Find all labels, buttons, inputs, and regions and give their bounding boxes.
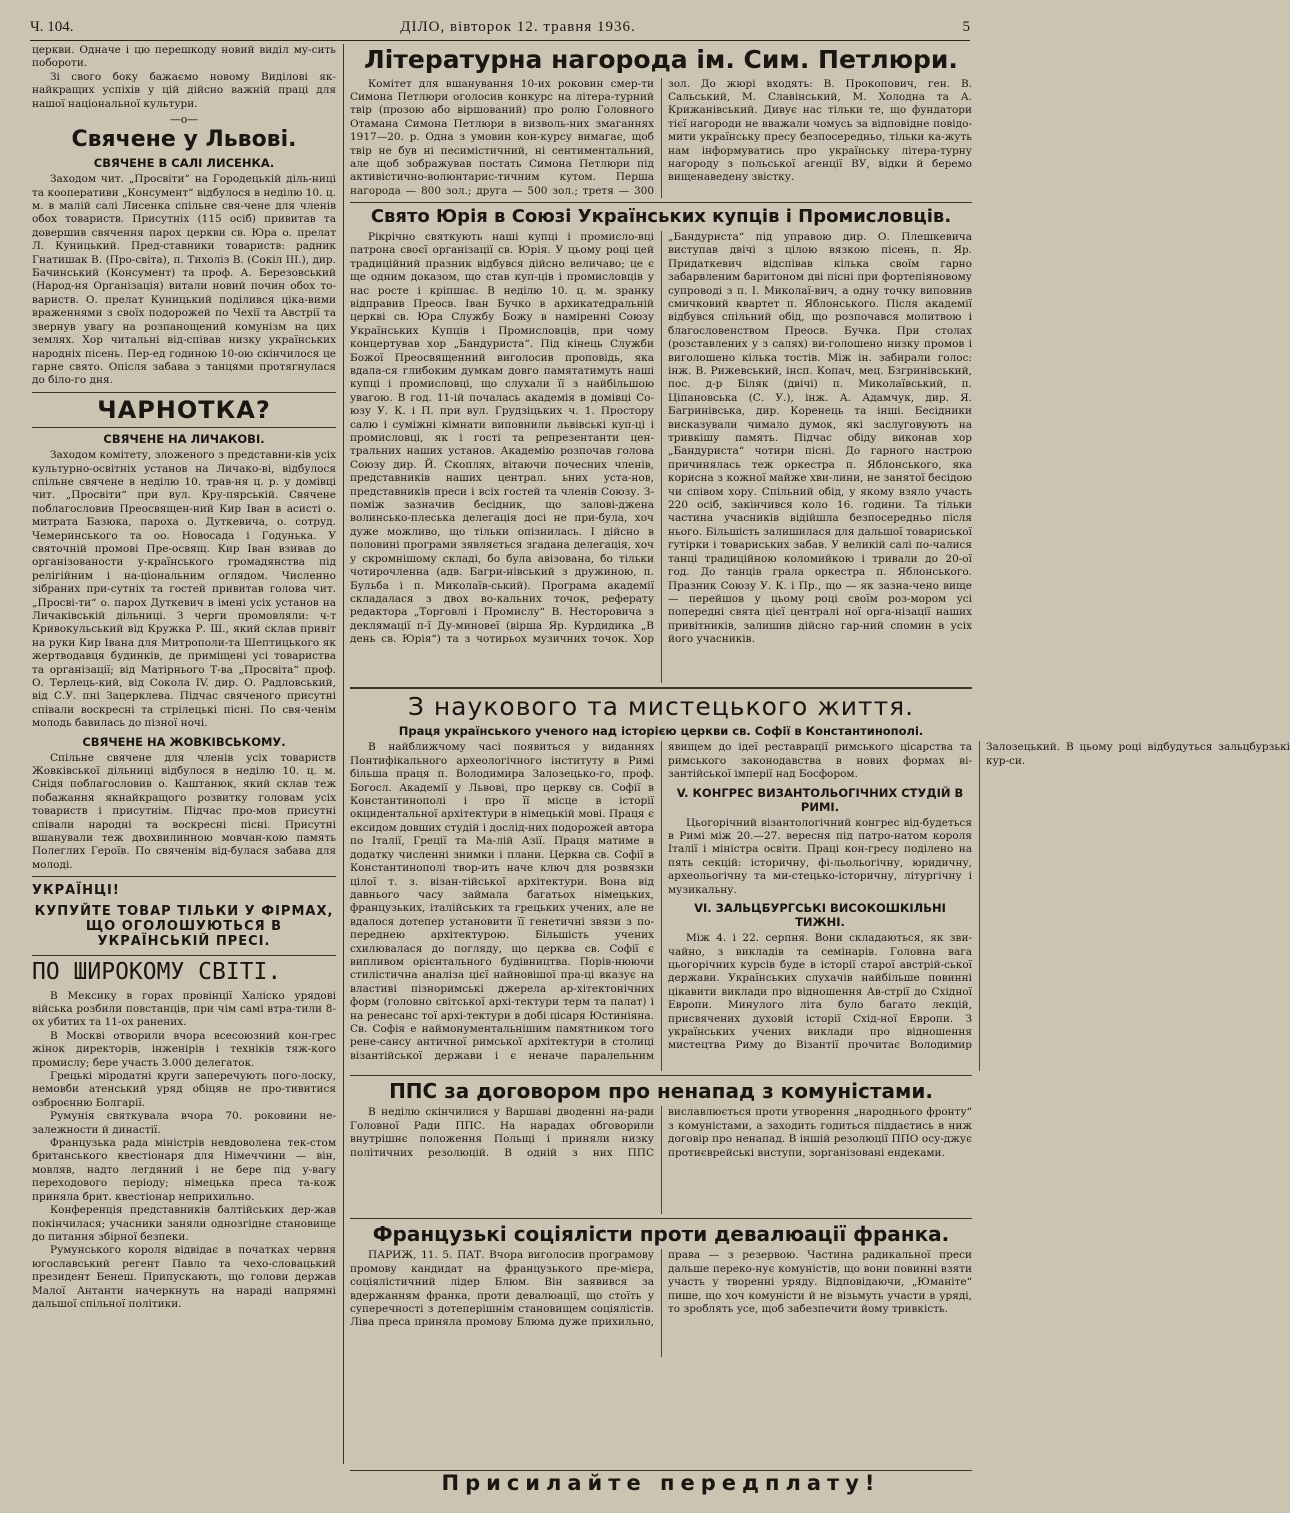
subscription-banner: Присилайте передплату! xyxy=(350,1470,972,1501)
charnotka-heading: ЧАРНОТКА? xyxy=(97,395,271,424)
lysenko-article: Заходом чит. „Просвіти“ на Городецькій діль-ниці та кооперативи „Консумент“ відбулося в неділю 10. ц. м. в малій салі Лисенка спільне свя-чене для членів обох товариств. Присутніх (115 осіб) привитав та довершив свячення парох церкви св. Юра о. прелат Л. Куницький. Пред-ставники товариств: радник Гнатишак В. (Про-світа), п. Тихоліз В. (Сокіл ІІІ.), дир. Бачинський (Консумент) та проф. А. Березовський (Народ-ня Організація) витали новий почин обох то-вариств. О. прелат Куницький поділився ціка-вими враженнями з своїх подорожей по Чехії та Австрії та звернув увагу на розпанощений комунізм на цих землях. Хор читальні від-співав низку українських народніх пісень. Пер-ед годиною 10-ою скінчилося це гарне свято. Опісля забава з танцями протягнулася до біло-го дня. xyxy=(32,173,336,387)
yuria-article: Рікрічно святкують наші купці і промисло-вці патрона своєї організації св. Юрія. У цьому році цей традиційний празник відбувся дійсно величаво; це є ще одним доказом, що став куп-ців і промисловців у нас росте і кріпшає. В неділю 10. ц. м. зранку відправив Преосв. Іван Бучко в архикатедральній церкві св. Юра Службу Божу в наміренні Союзу Українських Купців і Промисловців, при чому концертував хор „Бандуриста“. Під кінець Служби Божої Преосвященний виголосив проповідь, яка вдала-ся глибоким думкам довго памятатимуть наші купці і промисловці, що слухали її з найбільшою увагою. В год. 11-ій почалась академія в домівці Со-юзу У. К. і П. при вул. Грудзіцьких ч. 1. Простору салю і суміжні кімнати виповнили львівські куп-ці і промисловці, як і гості та репрезентанти цен-тральних наших установ. Академію розпочав голова Союзу дир. Й. Скоплях, вітаючи почесних членів, представників наших централ. ьних уста-нов, представників преси і всіх гостей та членів Союзу. З-поміж зазначив бесідник, що залові-джена волинсько-плеська делегація досі не при-була, хоч дуже можливо, що тільки опізнилась. І дійсно в половині програми зявляється згадана делегація, хоч у скромнішому складі, бо була авізована, бо тільки чотирочленна (адв. Багри-нівський з дружиною, п. Бульба і п. Миколаїв-ський). Програма академії складалася з двох во-кальних точок, реферату редактора „Торговлі і Промислу“ В. Несторовича з деклямації п-ї Ду-миновеї (вірша Яр. Курдидика „В день св. Юрія“) та з чотирьох музичних точок. Хор „Бандуриста“ під управою дир. О. Плешкевича виступав двічі з цілою вязкою пісень, п. Яр. Придаткевич відспівав кілька своїм гарно забарвленим баритоном дві пісні при фортепіяновому супроводі з п. І. Миколаї-вич, а одну точку виповнив смичковий квартет п. Яблонського. Після академії відбувся спільний обід, що розпочався молитвою і благословенством Преосв. Бучка. При столах (розставлених у з салях) ви-голошено низку промов і виголошено кілька тостів. Між ін. забирали голос: інж. В. Рижевський, інсп. Копач, мец. Бзгринівський, пос. д-р Біляк (двічі) п. Миколаївський, п. Ціпановська (С. У.), інж. А. Адамчук, дир. Я. Багринівська, дир. Коренець та інші. Бесідники висказували чимало думок, які заслуговують на тривкішу память. Підчас обіду виконав хор „Бандуриста“ чотири пісні. До гарного настрою причинялась теж оркестра п. Яблонського, яка корисна з кожної майже хви-лини, не занятої бесідою чи співом хору. Спільний обід, у якому взяло участь 220 осіб, закінчився коло 16. години. Та тільки частина учасників відійшла безпосередньо після нього. Більшість залишилася для дальшої товариської гутірки і товариських забав. У великій салі по-чалися танці традиційною коломийкою і тривали до 20-ої год. До танців грала оркестра п. Яблонського. Празник Союзу У. К. і Пр., що — як зазна-чено вище — перейшов у цьому році своїм роз-мором усі попередні свята цієї централі ної орга-нізації наших привітників, залишив дійсно гар-ний спомин в усіх його учасників. xyxy=(350,230,972,646)
world-news-item: В Москві отворили вчора всесоюзний кон-грес жінок директорів, інженірів і техніків тяж-кого промислу; бере участь 3.000 делегаток. xyxy=(32,1029,336,1069)
page-number: 5 xyxy=(962,18,970,35)
left-column xyxy=(32,44,336,1464)
page-header xyxy=(30,14,970,40)
rule xyxy=(350,202,972,203)
zhovkva-article: Спільне свячене для членів усіх товариств Жовківської дільниці відбулося в неділю 10. ц. м. Снідя поблагословив о. Каштанюк, який склав теж побажання якнайкращого розвитку головам усіх товариств і присутнім. Підчас про-мов присутні співали народні та воскресні пісні. Присутні вшанували теж двохвилинною мовчан-кою память Полеглих Героїв. По свяченім від-булася забава для молоді. xyxy=(32,751,336,871)
world-heading: ПО ШИРОКОМУ СВІТІ. xyxy=(32,959,282,986)
rule xyxy=(32,392,336,393)
world-news-item: В Мексику в горах провінції Халіско урядові війська розбили повстанців, при чім самі втра-тили 8-ох убитих та 11-ох ранених. xyxy=(32,989,336,1029)
yuria-heading: Свято Юрія в Союзі Українських купців і Промисловців. xyxy=(370,206,952,228)
ad-headline: УКРАЇНЦІ! xyxy=(32,883,120,899)
world-news-item: Румунського короля відвідає в початках червня югославський регент Павло та чехо-словацький президент Бенеш. Припускають, що голови держав Малої Антанти начеркнуть на нараді напрямні дальшої спільної політики. xyxy=(32,1244,336,1310)
continued-paragraph: церкви. Одначе і цю перешкоду новий виділ му-сить побороти. xyxy=(32,44,336,70)
right-column xyxy=(350,44,1290,1474)
petliura-article: Комітет для вшанування 10-их роковин смер-ти Симона Петлюри оголосив конкурс на літера-турний твір (прозою або віршований) про ролю Головного Отамана Симона Петлюри в визволь-них змаганнях 1917—20. р. Одна з умовин кон-курсу вимагає, щоб твір не був ні песимістичний, ні сентиментальний, але щоб зображував постать Симона Петлюри під активістично-волюнтарис-тичним кутом. Перша нагорода — 800 зол.; друга — 500 зол.; третя — 300 зол. До жюрі входять: В. Прокопович, ген. В. Сальський, М. Славінський, М. Холодна та А. Крижанівський. Дивує нас тільки те, що фундатори тієї нагороди не вважали чомусь за відповідне повідо-мити українську пресу безпосередньо, тільки ка-жуть нам інформуватись про українську літера-турну нагороду з польської агенції ВУ, відки й беремо вищенаведену звістку. xyxy=(350,77,972,197)
science-heading: З наукового та мистецького життя. xyxy=(407,691,915,721)
header-rule xyxy=(30,40,970,41)
france-article: ПАРИЖ, 11. 5. ПАТ. Вчора виголосив програмову промову кандидат на французького пре-мієра, соціялістичний лідер Блюм. Він заявився за вдержанням франка, проти девалюації, що стоїть у суперечності з дотеперішнім становищем соціялістів. Ліва преса приняла промову Блюма дуже прихильно, права — з резервою. Частина радикальної преси дальше переко-нує комуністів, що вони повинні взяти участь у творенні уряду. Відповідаючи, „Юманіте“ пише, що хоч комуністи й не візьмуть участи в уряді, то зроблять усе, щоб забезпечити йому тривкість. xyxy=(350,1249,972,1329)
world-news-item: Румунія святкувала вчора 70. роковини не-залежности й династії. xyxy=(32,1110,336,1136)
rule xyxy=(32,876,336,877)
petliura-heading: Літературна нагорода ім. Сим. Петлюри. xyxy=(364,45,958,74)
france-heading: Французькі соціялісти проти девалюації франка. xyxy=(372,1222,950,1247)
sviachene-lviv-heading: Свячене у Львові. xyxy=(71,127,297,153)
lychakiv-article: Заходом комітету, зложеного з представни-ків усіх культурно-освітніх установ на Личако-ві, відбулося спільне свячене в неділю 10. трав-ня ц. р. у домівці чит. „Просвіти“ при вул. Кру-пярській. Свячене поблагословив Преосвящен-ний Кир Іван в асисті о. митрата Базюка, пароха о. Дуткевича, о. сотруд. Чемеринського та оо. Новосада і Годунька. У святочній промові Пре-освящ. Кир Іван взивав до організованости у-країнського громадянства під релігійним і на-ціональним оглядом. Численно зібраних при-сутніх та гостей привитав голова чит. „Просві-ти“ о. парох Дуткевич в імені усіх установ на Личаківській дільниці. З черги промовляли: ч-т Кривокульський від Кружка Р. Ш., який склав привіт на руки Кир Івана для Митрополи-та Шептицького як жертводавця будинків, де приміщені усі товариства та організації; від Матірнього Т-ва „Просвіта“ проф. О. Терлець-кий, від Сокола IV. дир. О. Радловський, від С.У. пні Зацерклева. Підчас свяченого присутні співали воскресні та стрілецькі пісні. По свя-ченім молодь бавилась до пізної ночі. xyxy=(32,449,336,730)
science-article: В найближчому часі появиться у виданнях Понтифікального археологічного інституту в Римі більша праця п. Володимира Залозецько-го, проф. Богосл. Академії у Львові, про церкву св. Софії в Константинополі і про її місце в історії окцидентальної архітектури в німецькій мові. Праця є ексидом довших студій і дослід-них подорожей автора по Італії, Греції та Ма-лій Азії. Праця матиме в додатку численні знимки і плани. Церква св. Софії в Константинополі твор-ить наче ключ для розвязки цілої т. з. візан-тійської архітектури. Вона від давнього часу займала багатьох німецьких, французьких, італійських та грецьких учених, але не вдалося дотепер установити її генетичні звязи з по-переднею архітектурою. Більшість учених схилювалася до погляду, що церква св. Софії є випливом орієнтального будівництва. Порів-нюючи стилістична аналіза цієї найновішої пра-ці вказує на властиві пізноримські джерела ар-хітектонічних форм (головно світської архі-тектури терм та палат) і на ренесанс тої архі-тектури в добі цісаря Юстиніяна. Св. Софія е наймонументальнішим памятником того рене-сансу античної римської архітектури в столиці візантійської держави і є неначе паралельним явищем до ідеї реставрації римського цісарства та римського законодавства в нових формах ві-зантійської імперії над Босфором. xyxy=(350,741,972,1062)
world-news-list xyxy=(32,990,336,1312)
france-section xyxy=(350,1223,972,1357)
column-divider xyxy=(343,44,344,1464)
science-subheading: Праця українського ученого над історією церкви св. Софії в Константинополі. xyxy=(398,724,924,739)
rule xyxy=(350,687,972,689)
continued-paragraph-2: Зі свого боку бажаємо новому Виділові як-найкращих успіхів у цій дійсно важній праці для нашої національної культури. xyxy=(32,70,336,110)
pps-section xyxy=(350,1080,972,1214)
ad-text: КУПУЙТЕ ТОВАР ТІЛЬКИ У ФІРМАХ, ЩО ОГОЛОШУЮТЬСЯ В УКРАЇНСЬКІЙ ПРЕСІ. xyxy=(34,904,334,950)
salzburg-subheading: VI. ЗАЛЬЦБУРГСЬКІ ВИСОКОШКІЛЬНІ ТИЖНІ. xyxy=(694,901,946,930)
yuria-section xyxy=(350,207,972,683)
pps-heading: ППС за договором про ненапад з комуністами. xyxy=(389,1079,933,1104)
kongres-article: Цьогорічний візантологічний конгрес від-будеться в Римі між 20.—27. вересня під патро-натом короля Італії і міністра освіти. Праці кон-гресу поділено на пять секцій: історичну, фі-льольогічну, юридичну, археольогічну та ми-стецько-історичну, літургічну і музикальну. xyxy=(668,816,972,896)
science-section xyxy=(350,691,1290,1072)
issue-number: Ч. 104. xyxy=(30,18,74,35)
world-news-item: Грецькі міродатні круги заперечують пого-лоску, немовби атенський уряд обіцяв не про-тивитися озброєнню Болгарії. xyxy=(32,1070,336,1109)
section-divider: —о— xyxy=(169,113,199,127)
pps-article: В неділю скінчилися у Варшаві дводенні на-ради Головної Ради ППС. На нарадах обговорили внутрішнє положення Польщі і приняли низку політичних резолюцій. В одній з них ППС виславлюється проти утворення „народнього фронту“ з комуністами, а заходить годиться піддаєтись в ниж договір про ненапад. В іншій резолюції ППО осу-джує протиєврейські виступи, зорганізовані ендеками. xyxy=(350,1106,972,1159)
zhovkva-subheading: СВЯЧЕНЕ НА ЖОВКІВСЬКОМУ. xyxy=(82,734,286,749)
lysenko-subheading: СВЯЧЕНЕ В САЛІ ЛИСЕНКА. xyxy=(93,156,275,171)
rule xyxy=(32,427,336,428)
rule xyxy=(32,955,336,956)
masthead-date: ДІЛО, вівторок 12. травня 1936. xyxy=(400,18,636,35)
kongres-subheading: V. КОНГРЕС ВИЗАНТОЛЬОГІЧНИХ СТУДІЙ В РИМІ. xyxy=(676,785,964,814)
world-news-item: Французька рада міністрів невдоволена тек-стом британського квестіонаря для Німеччини — він, мовляв, надто легдяний і не бере під у-вагу переходового періоду; німецька преса та-кож приняла брит. квестіонар неприхильно. xyxy=(32,1137,336,1203)
petliura-section xyxy=(350,46,972,198)
salzburg-article: Між 4. і 22. серпня. Вони складаються, як зви-чайно, з викладів та семінарів. Головна вага цьогорічних курсів буде в історії старої австрій-ської держави. Українських слухачів найбільше повинні цікавити виклади про відношення Ав-стрії до Східної Европи. Минулого літа було багато лекцій, присвячених духовій історії Схід-ної Европи. З українських учених виклади про відношення мистецтва Риму до Візантії прочитає Володимир Залозецький. В цьому році відбудуться зальцбурзькі кур-си. xyxy=(668,741,1290,1052)
rule xyxy=(350,1218,972,1219)
lychakiv-subheading: СВЯЧЕНЕ НА ЛИЧАКОВІ. xyxy=(103,432,265,447)
world-news-item: Конференція представників балтійських дер-жав покінчилася; учасники заняли однозгідне становище до питання збірної безпеки. xyxy=(32,1204,336,1243)
rule xyxy=(350,1075,972,1076)
